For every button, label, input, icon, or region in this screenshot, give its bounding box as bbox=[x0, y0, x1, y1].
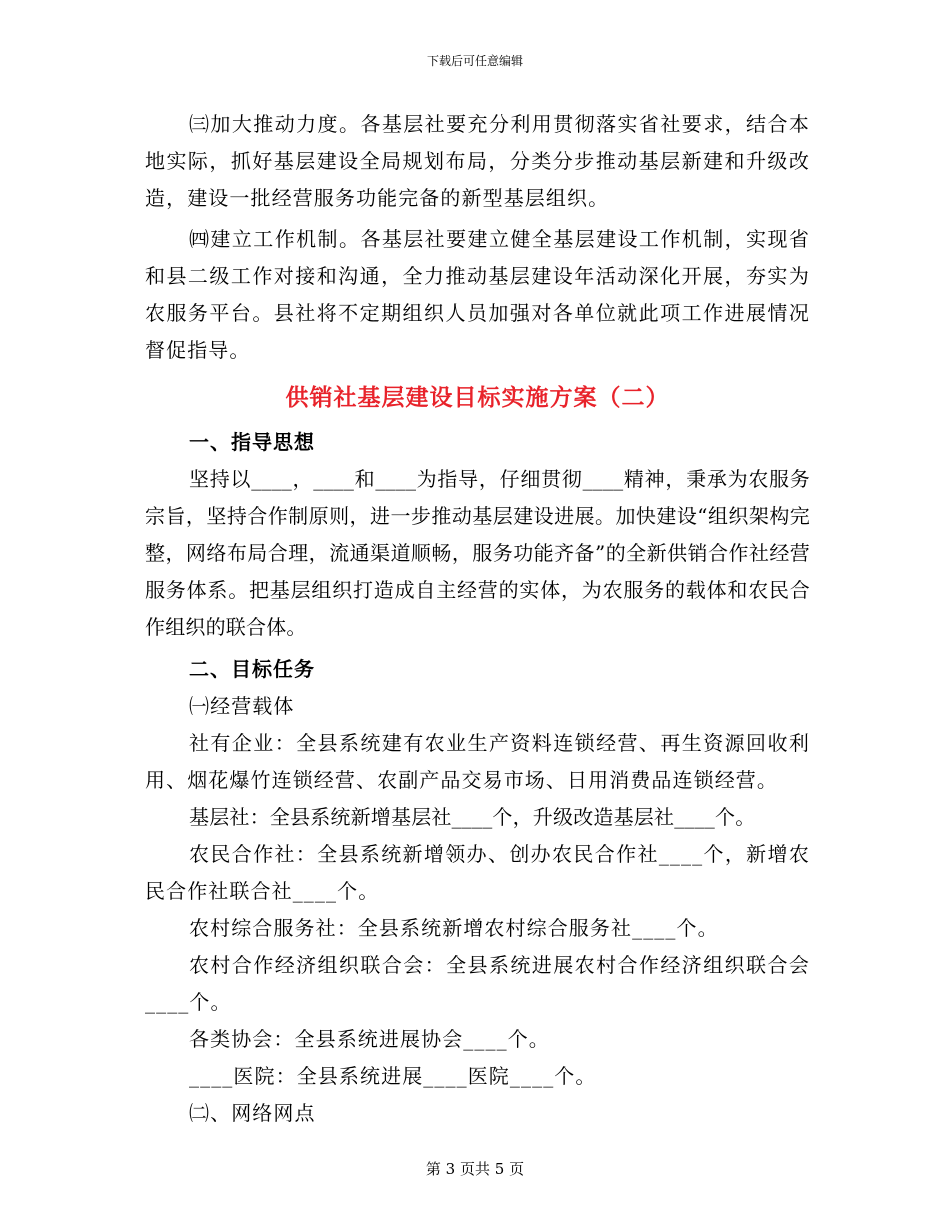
section-heading-guiding-ideology: 一、指导思想 bbox=[189, 430, 315, 454]
item-farmer-coops: 农民合作社：全县系统新增领办、创办农民合作社____个，新增农民合作社联合社____个。 bbox=[145, 842, 810, 903]
item-enterprises: 社有企业：全县系统建有农业生产资料连锁经营、再生资源回收利用、烟花爆竹连锁经营、农副产品交易市场、日用消费品连锁经营。 bbox=[145, 731, 810, 792]
section-heading-targets: 二、目标任务 bbox=[189, 657, 315, 681]
paragraph-guiding-ideology: 坚持以____，____和____为指导，仔细贯彻____精神，秉承为农服务宗旨，坚持合作制原则，进一步推动基层建设进展。加快建设“组织架构完整，网络布局合理，流通渠道顺畅，服务功能齐备”的全新供销合作社经营服务体系。把基层组织打造成自主经营的实体，为农服务的载体和农民合作组织的联合体。 bbox=[145, 467, 810, 639]
page-header: 下载后可任意编辑 bbox=[426, 54, 523, 68]
item-economic-federation: 农村合作经济组织联合会：全县系统进展农村合作经济组织联合会____个。 bbox=[145, 953, 810, 1014]
page-footer: 第 3 页共 5 页 bbox=[425, 1160, 525, 1178]
item-grassroots-coops: 基层社：全县系统新增基层社____个，升级改造基层社____个。 bbox=[189, 805, 756, 829]
document-body bbox=[145, 106, 810, 1132]
document-title: 供销社基层建设目标实施方案（二） bbox=[285, 385, 670, 411]
item-rural-service-coops: 农村综合服务社：全县系统新增农村综合服务社____个。 bbox=[189, 916, 719, 940]
subsection-business-carriers: ㈠经营载体 bbox=[189, 694, 295, 718]
paragraph-mechanism: ㈣建立工作机制。各基层社要建立健全基层建设工作机制，实现省和县二级工作对接和沟通，全力推动基层建设年活动深化开展，夯实为农服务平台。县社将不定期组织人员加强对各单位就此项工作进展情况督促指导。 bbox=[145, 227, 810, 362]
item-associations: 各类协会：全县系统进展协会____个。 bbox=[189, 1027, 550, 1051]
paragraph-promotion: ㈢加大推动力度。各基层社要充分利用贯彻落实省社要求，结合本地实际，抓好基层建设全局规划布局，分类分步推动基层新建和升级改造，建设一批经营服务功能完备的新型基层组织。 bbox=[145, 112, 810, 210]
subsection-network: ㈡、网络网点 bbox=[189, 1101, 316, 1125]
item-hospitals: ____医院：全县系统进展____医院____个。 bbox=[189, 1064, 597, 1088]
